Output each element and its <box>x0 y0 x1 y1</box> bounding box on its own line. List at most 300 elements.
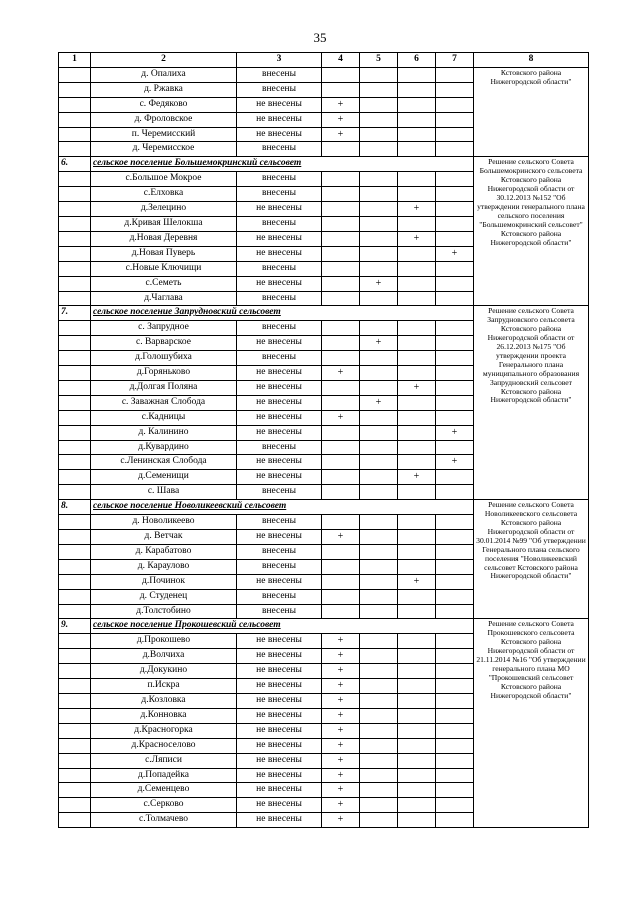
mark-cell-4: + <box>322 410 360 425</box>
mark-cell-4: + <box>322 634 360 649</box>
col-header-8: 8 <box>474 53 589 68</box>
mark-cell-7 <box>436 395 474 410</box>
status-cell: не внесены <box>237 753 322 768</box>
row-number-cell <box>59 410 91 425</box>
row-number-cell <box>59 127 91 142</box>
section-header-row <box>59 619 589 634</box>
mark-cell-7 <box>436 813 474 828</box>
row-number-cell <box>59 530 91 545</box>
mark-cell-6 <box>398 693 436 708</box>
mark-cell-5 <box>360 679 398 694</box>
status-cell: внесены <box>237 261 322 276</box>
mark-cell-4: + <box>322 127 360 142</box>
mark-cell-7 <box>436 380 474 395</box>
mark-cell-5 <box>360 693 398 708</box>
mark-cell-4 <box>322 142 360 157</box>
page-number: 35 <box>313 30 327 45</box>
status-cell: внесены <box>237 604 322 619</box>
mark-cell-4 <box>322 336 360 351</box>
settlement-name: д.Новая Деревня <box>91 231 237 246</box>
status-cell: не внесены <box>237 649 322 664</box>
mark-cell-5 <box>360 187 398 202</box>
mark-cell-6 <box>398 82 436 97</box>
status-cell: не внесены <box>237 530 322 545</box>
mark-cell-4 <box>322 440 360 455</box>
mark-cell-7 <box>436 440 474 455</box>
settlement-name: д.Прокошево <box>91 634 237 649</box>
status-cell: внесены <box>237 142 322 157</box>
mark-cell-4: + <box>322 753 360 768</box>
mark-cell-6: + <box>398 574 436 589</box>
status-cell: внесены <box>237 67 322 82</box>
mark-cell-6 <box>398 366 436 381</box>
header-row <box>59 53 589 68</box>
mark-cell-5 <box>360 559 398 574</box>
mark-cell-7 <box>436 768 474 783</box>
mark-cell-7 <box>436 604 474 619</box>
mark-cell-5 <box>360 485 398 500</box>
settlement-name: с.Ленинская Слобода <box>91 455 237 470</box>
mark-cell-4: + <box>322 112 360 127</box>
mark-cell-5 <box>360 544 398 559</box>
mark-cell-7 <box>436 336 474 351</box>
row-number-cell <box>59 276 91 291</box>
col-header-6: 6 <box>398 53 436 68</box>
mark-cell-5 <box>360 813 398 828</box>
status-cell: внесены <box>237 216 322 231</box>
mark-cell-4 <box>322 187 360 202</box>
mark-cell-4: + <box>322 783 360 798</box>
mark-cell-5 <box>360 246 398 261</box>
mark-cell-5 <box>360 664 398 679</box>
status-cell: внесены <box>237 291 322 306</box>
mark-cell-7 <box>436 693 474 708</box>
status-cell: внесены <box>237 559 322 574</box>
mark-cell-5 <box>360 455 398 470</box>
settlement-name: д.Красноселово <box>91 738 237 753</box>
status-cell: внесены <box>237 321 322 336</box>
settlement-name: с. Запрудное <box>91 321 237 336</box>
status-cell: не внесены <box>237 768 322 783</box>
status-cell: не внесены <box>237 127 322 142</box>
mark-cell-7 <box>436 753 474 768</box>
mark-cell-7 <box>436 738 474 753</box>
mark-cell-7 <box>436 216 474 231</box>
settlement-name: д.Чаглава <box>91 291 237 306</box>
mark-cell-5 <box>360 589 398 604</box>
section-number: 7. <box>59 306 91 321</box>
mark-cell-6 <box>398 679 436 694</box>
mark-cell-4 <box>322 425 360 440</box>
mark-cell-7: + <box>436 455 474 470</box>
status-cell: не внесены <box>237 202 322 217</box>
settlement-name: с. Заважная Слобода <box>91 395 237 410</box>
mark-cell-6 <box>398 559 436 574</box>
row-number-cell <box>59 142 91 157</box>
mark-cell-6 <box>398 112 436 127</box>
mark-cell-4: + <box>322 768 360 783</box>
mark-cell-5 <box>360 380 398 395</box>
mark-cell-4 <box>322 589 360 604</box>
mark-cell-7 <box>436 530 474 545</box>
settlement-name: д.Новая Пуверь <box>91 246 237 261</box>
approval-document: Решение сельского Совета Большемокринского сельсовета Кстовского района Нижегородской области от 30.12.2013 №152 "Об утверждении генерального плана сельского поселения "Большемокринский сельсовет" Кстовского района Нижегородской области" <box>474 157 589 306</box>
row-number-cell <box>59 395 91 410</box>
settlement-name: д. Ветчак <box>91 530 237 545</box>
mark-cell-4: + <box>322 798 360 813</box>
settlement-name: с.Новые Ключищи <box>91 261 237 276</box>
mark-cell-6 <box>398 723 436 738</box>
mark-cell-7 <box>436 574 474 589</box>
mark-cell-4 <box>322 544 360 559</box>
settlement-name: с.Ляписи <box>91 753 237 768</box>
settlement-name: д. Новоликеево <box>91 515 237 530</box>
settlement-name: с. Шава <box>91 485 237 500</box>
settlement-name: д.Волчиха <box>91 649 237 664</box>
mark-cell-6 <box>398 187 436 202</box>
row-number-cell <box>59 813 91 828</box>
status-cell: не внесены <box>237 634 322 649</box>
mark-cell-7 <box>436 291 474 306</box>
row-number-cell <box>59 455 91 470</box>
col-header-1: 1 <box>59 53 91 68</box>
section-number: 9. <box>59 619 91 634</box>
section-title: сельское поселение Большемокринский сельсовет <box>91 157 474 172</box>
mark-cell-6 <box>398 515 436 530</box>
mark-cell-5 <box>360 604 398 619</box>
mark-cell-7 <box>436 366 474 381</box>
mark-cell-5: + <box>360 336 398 351</box>
status-cell: не внесены <box>237 395 322 410</box>
mark-cell-4 <box>322 455 360 470</box>
mark-cell-5 <box>360 216 398 231</box>
section-header-row <box>59 157 589 172</box>
row-number-cell <box>59 380 91 395</box>
mark-cell-6 <box>398 634 436 649</box>
col-header-2: 2 <box>91 53 237 68</box>
mark-cell-5 <box>360 738 398 753</box>
section-number: 8. <box>59 500 91 515</box>
status-cell: не внесены <box>237 693 322 708</box>
mark-cell-5 <box>360 574 398 589</box>
mark-cell-7 <box>436 410 474 425</box>
mark-cell-5 <box>360 768 398 783</box>
mark-cell-5 <box>360 351 398 366</box>
row-number-cell <box>59 559 91 574</box>
row-number-cell <box>59 649 91 664</box>
mark-cell-5 <box>360 231 398 246</box>
mark-cell-6 <box>398 783 436 798</box>
mark-cell-5 <box>360 649 398 664</box>
status-cell: внесены <box>237 589 322 604</box>
settlements-table <box>58 52 589 828</box>
row-number-cell <box>59 321 91 336</box>
row-number-cell <box>59 172 91 187</box>
settlement-name: с.Толмачево <box>91 813 237 828</box>
settlement-name: с. Варварское <box>91 336 237 351</box>
settlement-name: д.Зелецино <box>91 202 237 217</box>
mark-cell-7 <box>436 261 474 276</box>
mark-cell-6 <box>398 97 436 112</box>
row-number-cell <box>59 679 91 694</box>
mark-cell-6 <box>398 649 436 664</box>
mark-cell-5 <box>360 291 398 306</box>
row-number-cell <box>59 723 91 738</box>
mark-cell-6 <box>398 485 436 500</box>
mark-cell-5 <box>360 708 398 723</box>
status-cell: не внесены <box>237 574 322 589</box>
row-number-cell <box>59 425 91 440</box>
mark-cell-4 <box>322 321 360 336</box>
settlement-name: д.Толстобино <box>91 604 237 619</box>
mark-cell-5 <box>360 470 398 485</box>
status-cell: не внесены <box>237 112 322 127</box>
mark-cell-7 <box>436 276 474 291</box>
mark-cell-6 <box>398 291 436 306</box>
settlement-name: д.Починок <box>91 574 237 589</box>
mark-cell-5 <box>360 783 398 798</box>
mark-cell-7 <box>436 544 474 559</box>
settlement-name: с.Серково <box>91 798 237 813</box>
mark-cell-7 <box>436 351 474 366</box>
settlement-name: д.Семенцево <box>91 783 237 798</box>
mark-cell-7 <box>436 589 474 604</box>
mark-cell-6 <box>398 246 436 261</box>
mark-cell-5 <box>360 366 398 381</box>
row-number-cell <box>59 216 91 231</box>
status-cell: не внесены <box>237 425 322 440</box>
mark-cell-7 <box>436 97 474 112</box>
section-number: 6. <box>59 157 91 172</box>
row-number-cell <box>59 246 91 261</box>
mark-cell-6 <box>398 664 436 679</box>
status-cell: внесены <box>237 544 322 559</box>
status-cell: не внесены <box>237 231 322 246</box>
status-cell: не внесены <box>237 410 322 425</box>
section-title: сельское поселение Новоликеевский сельсовет <box>91 500 474 515</box>
approval-document: Решение сельского Совета Прокошевского сельсовета Кстовского района Нижегородской области от 21.11.2014 №16 "Об утверждении генерального плана МО "Прокошевский сельсовет Кстовского района Нижегородской области" <box>474 619 589 828</box>
status-cell: внесены <box>237 485 322 500</box>
row-number-cell <box>59 366 91 381</box>
settlement-name: д.Конновка <box>91 708 237 723</box>
status-cell: не внесены <box>237 783 322 798</box>
mark-cell-5 <box>360 97 398 112</box>
row-number-cell <box>59 783 91 798</box>
settlement-name: д.Семенищи <box>91 470 237 485</box>
mark-cell-7 <box>436 172 474 187</box>
mark-cell-7 <box>436 634 474 649</box>
status-cell: внесены <box>237 515 322 530</box>
settlement-name: п.Искра <box>91 679 237 694</box>
mark-cell-6: + <box>398 202 436 217</box>
mark-cell-7 <box>436 321 474 336</box>
mark-cell-4: + <box>322 649 360 664</box>
mark-cell-5 <box>360 515 398 530</box>
mark-cell-5 <box>360 321 398 336</box>
mark-cell-6 <box>398 589 436 604</box>
settlement-name: д. Карабатово <box>91 544 237 559</box>
col-header-5: 5 <box>360 53 398 68</box>
row-number-cell <box>59 97 91 112</box>
mark-cell-6: + <box>398 470 436 485</box>
mark-cell-5 <box>360 753 398 768</box>
settlement-name: д.Горяньково <box>91 366 237 381</box>
row-number-cell <box>59 231 91 246</box>
mark-cell-7 <box>436 798 474 813</box>
mark-cell-4 <box>322 485 360 500</box>
status-cell: внесены <box>237 351 322 366</box>
status-cell: внесены <box>237 440 322 455</box>
mark-cell-4 <box>322 351 360 366</box>
mark-cell-4: + <box>322 366 360 381</box>
settlement-name: д.Долгая Поляна <box>91 380 237 395</box>
mark-cell-5 <box>360 67 398 82</box>
mark-cell-6 <box>398 440 436 455</box>
mark-cell-6 <box>398 336 436 351</box>
settlement-name: с.Елховка <box>91 187 237 202</box>
status-cell: внесены <box>237 82 322 97</box>
row-number-cell <box>59 485 91 500</box>
mark-cell-6 <box>398 67 436 82</box>
col-header-7: 7 <box>436 53 474 68</box>
status-cell: не внесены <box>237 246 322 261</box>
mark-cell-5 <box>360 634 398 649</box>
mark-cell-7 <box>436 67 474 82</box>
mark-cell-5 <box>360 202 398 217</box>
row-number-cell <box>59 664 91 679</box>
row-number-cell <box>59 604 91 619</box>
section-header-row <box>59 500 589 515</box>
row-number-cell <box>59 574 91 589</box>
approval-document: Решение сельского Совета Запрудновского сельсовета Кстовского района Нижегородской области от 26.12.2013 №175 "Об утверждении проекта Генерального плана муниципального образования Запрудновский сельсовет Кстовского района Нижегородской области" <box>474 306 589 500</box>
status-cell: не внесены <box>237 798 322 813</box>
mark-cell-4 <box>322 246 360 261</box>
settlement-name: д. Опалиха <box>91 67 237 82</box>
row-number-cell <box>59 753 91 768</box>
mark-cell-5 <box>360 410 398 425</box>
settlement-name: с. Федяково <box>91 97 237 112</box>
mark-cell-6 <box>398 604 436 619</box>
mark-cell-6 <box>398 261 436 276</box>
mark-cell-4: + <box>322 530 360 545</box>
status-cell: не внесены <box>237 738 322 753</box>
mark-cell-4: + <box>322 738 360 753</box>
settlement-name: д.Голошубиха <box>91 351 237 366</box>
mark-cell-7 <box>436 202 474 217</box>
row-number-cell <box>59 634 91 649</box>
status-cell: не внесены <box>237 336 322 351</box>
mark-cell-5 <box>360 440 398 455</box>
mark-cell-6 <box>398 455 436 470</box>
mark-cell-7 <box>436 679 474 694</box>
status-cell: не внесены <box>237 380 322 395</box>
mark-cell-4: + <box>322 679 360 694</box>
mark-cell-4: + <box>322 693 360 708</box>
status-cell: не внесены <box>237 470 322 485</box>
row-number-cell <box>59 798 91 813</box>
settlement-name: д.Докукино <box>91 664 237 679</box>
mark-cell-4 <box>322 574 360 589</box>
mark-cell-7 <box>436 112 474 127</box>
col-header-3: 3 <box>237 53 322 68</box>
settlement-name: с.Семеть <box>91 276 237 291</box>
section-header-row <box>59 306 589 321</box>
mark-cell-6 <box>398 127 436 142</box>
approval-document: Кстовского района Нижегородской области" <box>474 67 589 156</box>
mark-cell-6 <box>398 351 436 366</box>
approval-document: Решение сельского Совета Новоликеевского сельсовета Кстовского района Нижегородской области от 30.01.2014 №99 "Об утверждении Генерального плана сельского поселения "Новоликеевский сельсовет Кстовского района Нижегородской области" <box>474 500 589 619</box>
settlement-name: п. Черемисский <box>91 127 237 142</box>
mark-cell-7 <box>436 708 474 723</box>
mark-cell-4 <box>322 395 360 410</box>
row-number-cell <box>59 291 91 306</box>
mark-cell-7: + <box>436 425 474 440</box>
mark-cell-7 <box>436 485 474 500</box>
mark-cell-5 <box>360 798 398 813</box>
section-title: сельское поселение Прокошевский сельсовет <box>91 619 474 634</box>
settlement-name: д. Ржавка <box>91 82 237 97</box>
mark-cell-7 <box>436 783 474 798</box>
mark-cell-5 <box>360 127 398 142</box>
row-number-cell <box>59 112 91 127</box>
row-number-cell <box>59 440 91 455</box>
mark-cell-4 <box>322 216 360 231</box>
mark-cell-5 <box>360 425 398 440</box>
settlement-name: с.Большое Мокрое <box>91 172 237 187</box>
row-number-cell <box>59 738 91 753</box>
mark-cell-5 <box>360 723 398 738</box>
mark-cell-4 <box>322 82 360 97</box>
row-number-cell <box>59 187 91 202</box>
mark-cell-7 <box>436 515 474 530</box>
settlement-name: д. Фроловское <box>91 112 237 127</box>
settlement-name: д.Козловка <box>91 693 237 708</box>
mark-cell-6 <box>398 813 436 828</box>
status-cell: внесены <box>237 187 322 202</box>
mark-cell-4 <box>322 291 360 306</box>
row-number-cell <box>59 470 91 485</box>
row-number-cell <box>59 708 91 723</box>
mark-cell-4 <box>322 261 360 276</box>
mark-cell-5 <box>360 112 398 127</box>
mark-cell-7 <box>436 187 474 202</box>
mark-cell-4 <box>322 470 360 485</box>
mark-cell-6 <box>398 410 436 425</box>
row-number-cell <box>59 515 91 530</box>
mark-cell-6 <box>398 216 436 231</box>
mark-cell-7 <box>436 470 474 485</box>
row-number-cell <box>59 589 91 604</box>
mark-cell-6 <box>398 530 436 545</box>
row-number-cell <box>59 261 91 276</box>
mark-cell-6 <box>398 321 436 336</box>
mark-cell-7 <box>436 649 474 664</box>
row-number-cell <box>59 351 91 366</box>
mark-cell-5 <box>360 530 398 545</box>
mark-cell-6 <box>398 768 436 783</box>
mark-cell-6 <box>398 798 436 813</box>
mark-cell-4: + <box>322 664 360 679</box>
status-cell: не внесены <box>237 664 322 679</box>
mark-cell-6 <box>398 142 436 157</box>
mark-cell-5: + <box>360 395 398 410</box>
mark-cell-5: + <box>360 276 398 291</box>
mark-cell-5 <box>360 82 398 97</box>
status-cell: не внесены <box>237 455 322 470</box>
mark-cell-4 <box>322 67 360 82</box>
settlement-name: с.Кадницы <box>91 410 237 425</box>
status-cell: не внесены <box>237 97 322 112</box>
